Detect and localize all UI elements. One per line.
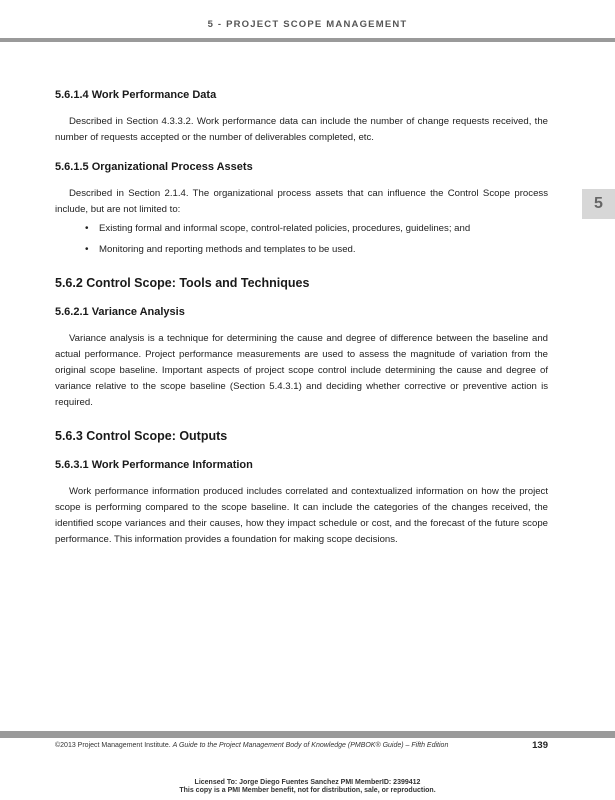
paragraph-work-performance-information: Work performance information produced includes correlated and contextualized information on how the project scope is performing compared to the scope baseline. It can include the categories of the changes received, the identified scope variances and their causes, how they impact schedule or cost, and the forecast of the future scope performance. This information provides a foundation for making scope decisions.	[55, 486, 548, 545]
heading-5-6-2-1: 5.6.2.1 Variance Analysis	[55, 306, 185, 318]
page-number: 139	[532, 740, 548, 751]
header-rule	[0, 38, 615, 42]
heading-5-6-1-4: 5.6.1.4 Work Performance Data	[55, 89, 217, 101]
footer-rule	[0, 731, 615, 738]
paragraph-organizational-process-assets: Described in Section 2.1.4. The organizational process assets that can influence the Control Scope process include, but are not limited to:	[55, 188, 548, 215]
heading-5-6-3-1: 5.6.3.1 Work Performance Information	[55, 459, 253, 471]
paragraph-work-performance-data: Described in Section 4.3.3.2. Work performance data can include the number of change requests received, the number of requests accepted or the number of deliverables completed, etc.	[55, 116, 548, 143]
bullet-icon: •	[85, 223, 89, 234]
copyright-text: ©2013 Project Management Institute.	[55, 742, 171, 749]
running-header: 5 - PROJECT SCOPE MANAGEMENT	[207, 19, 408, 30]
page-body	[55, 88, 548, 548]
paragraph-variance-analysis: Variance analysis is a technique for determining the cause and degree of difference between the baseline and actual performance. Project performance measurements are used to assess the magnitude of variation from the original scope baseline. Important aspects of project scope control include determining the cause and degree of variance relative to the scope baseline (Section 5.4.3.1) and deciding whether corrective or preventive action is required.	[55, 333, 548, 408]
list-item: • Existing formal and informal scope, control-related policies, procedures, guidelines; and	[55, 221, 548, 237]
book-title: A Guide to the Project Management Body of Knowledge (PMBOK® Guide) – Fifth Edition	[172, 742, 449, 749]
footer-citation	[55, 742, 448, 749]
heading-5-6-2: 5.6.2 Control Scope: Tools and Techniques	[55, 276, 310, 290]
license-notice	[0, 779, 615, 795]
heading-5-6-3: 5.6.3 Control Scope: Outputs	[55, 429, 228, 443]
license-line-2: This copy is a PMI Member benefit, not for distribution, sale, or reproduction.	[179, 787, 436, 794]
heading-5-6-1-5: 5.6.1.5 Organizational Process Assets	[55, 161, 253, 173]
chapter-tab: 5	[582, 189, 615, 219]
bullet-icon: •	[85, 244, 89, 255]
opa-bullet-list	[55, 221, 548, 258]
list-item: • Monitoring and reporting methods and templates to be used.	[55, 242, 548, 258]
license-line-1: Licensed To: Jorge Diego Fuentes Sanchez PMI MemberID: 2399412	[194, 779, 421, 786]
